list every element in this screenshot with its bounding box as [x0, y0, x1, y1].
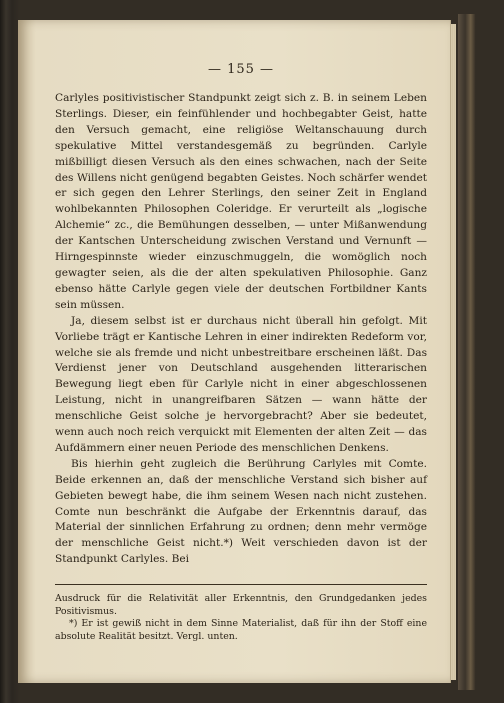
paragraph-2: Ja, diesem selbst ist er durchaus nicht überall hin gefolgt. Mit Vorliebe trägt er Kantische Lehren in einer indirekten Redeform vor, welche sie als fremde und nicht unbestreitbare erscheinen läßt. Das Verdienst jener von Deutschland ausgehenden litterarischen Bewegung liegt eben für Carlyle nicht in einer abgeschlossenen Leistung, nicht in unangreifbaren Sätzen — wann hätte der menschliche Geist solche je hervorgebracht? Aber sie bedeutet, wenn auch noch reich verquickt mit Elementen der alten Zeit — das Aufdämmern einer neuen Periode des menschlichen Denkens. — [55, 314, 427, 454]
paragraph-1: Carlyles positivistischer Standpunkt zeigt sich z. B. in seinem Leben Sterlings. Dieser, ein feinfühlender und hochbegabter Geist, hatte den Versuch gemacht, eine religiöse Weltanschauung durch spekulative Mittel verstandesgemäß zu begründen. Carlyle mißbilligt diesen Versuch als den eines schwachen, nach der Seite des Willens nicht genügend begabten Geistes. Noch schärfer wendet er sich gegen den Lehrer Sterlings, den seiner Zeit in England wohlbekannten Philosophen Coleridge. Er verurteilt als „logische Alchemie“ zc., die Bemühungen desselben, — unter Mißanwendung der Kantschen Unterscheidung zwischen Verstand und Vernunft — Hirngespinnste wieder einzuschmuggeln, die womöglich noch gewagter seien, als die der alten spekulativen Philosophie. Ganz ebenso hätte Carlyle gegen viele der deutschen Fortbildner Kants sein müssen. — [55, 92, 427, 311]
footnote-continuation: Ausdruck für die Relativität aller Erkenntnis, den Grundgedanken jedes Positivismus. — [55, 593, 427, 617]
paragraph-3: Bis hierhin geht zugleich die Berührung Carlyles mit Comte. Beide erkennen an, daß der menschliche Verstand sich bisher auf Gebieten bewegt habe, die ihm seinem Wesen nach nicht zustehen. Comte nun beschränkt die Aufgabe der Erkenntnis darauf, das Material der sinnlichen Erfahrung zu ordnen; denn mehr vermöge der menschliche Geist nicht.*) Weit verschieden davon ist der Standpunkt Carlyles. Bei — [55, 457, 427, 566]
footnote-divider — [55, 584, 427, 585]
footnote-1: *) Er ist gewiß nicht in dem Sinne Materialist, daß für ihn der Stoff eine absolute Realität besitzt. Vergl. unten. — [55, 618, 427, 642]
page-number: — 155 — — [207, 62, 275, 77]
page-text-block — [55, 62, 427, 644]
book-cover-edge — [458, 14, 476, 690]
